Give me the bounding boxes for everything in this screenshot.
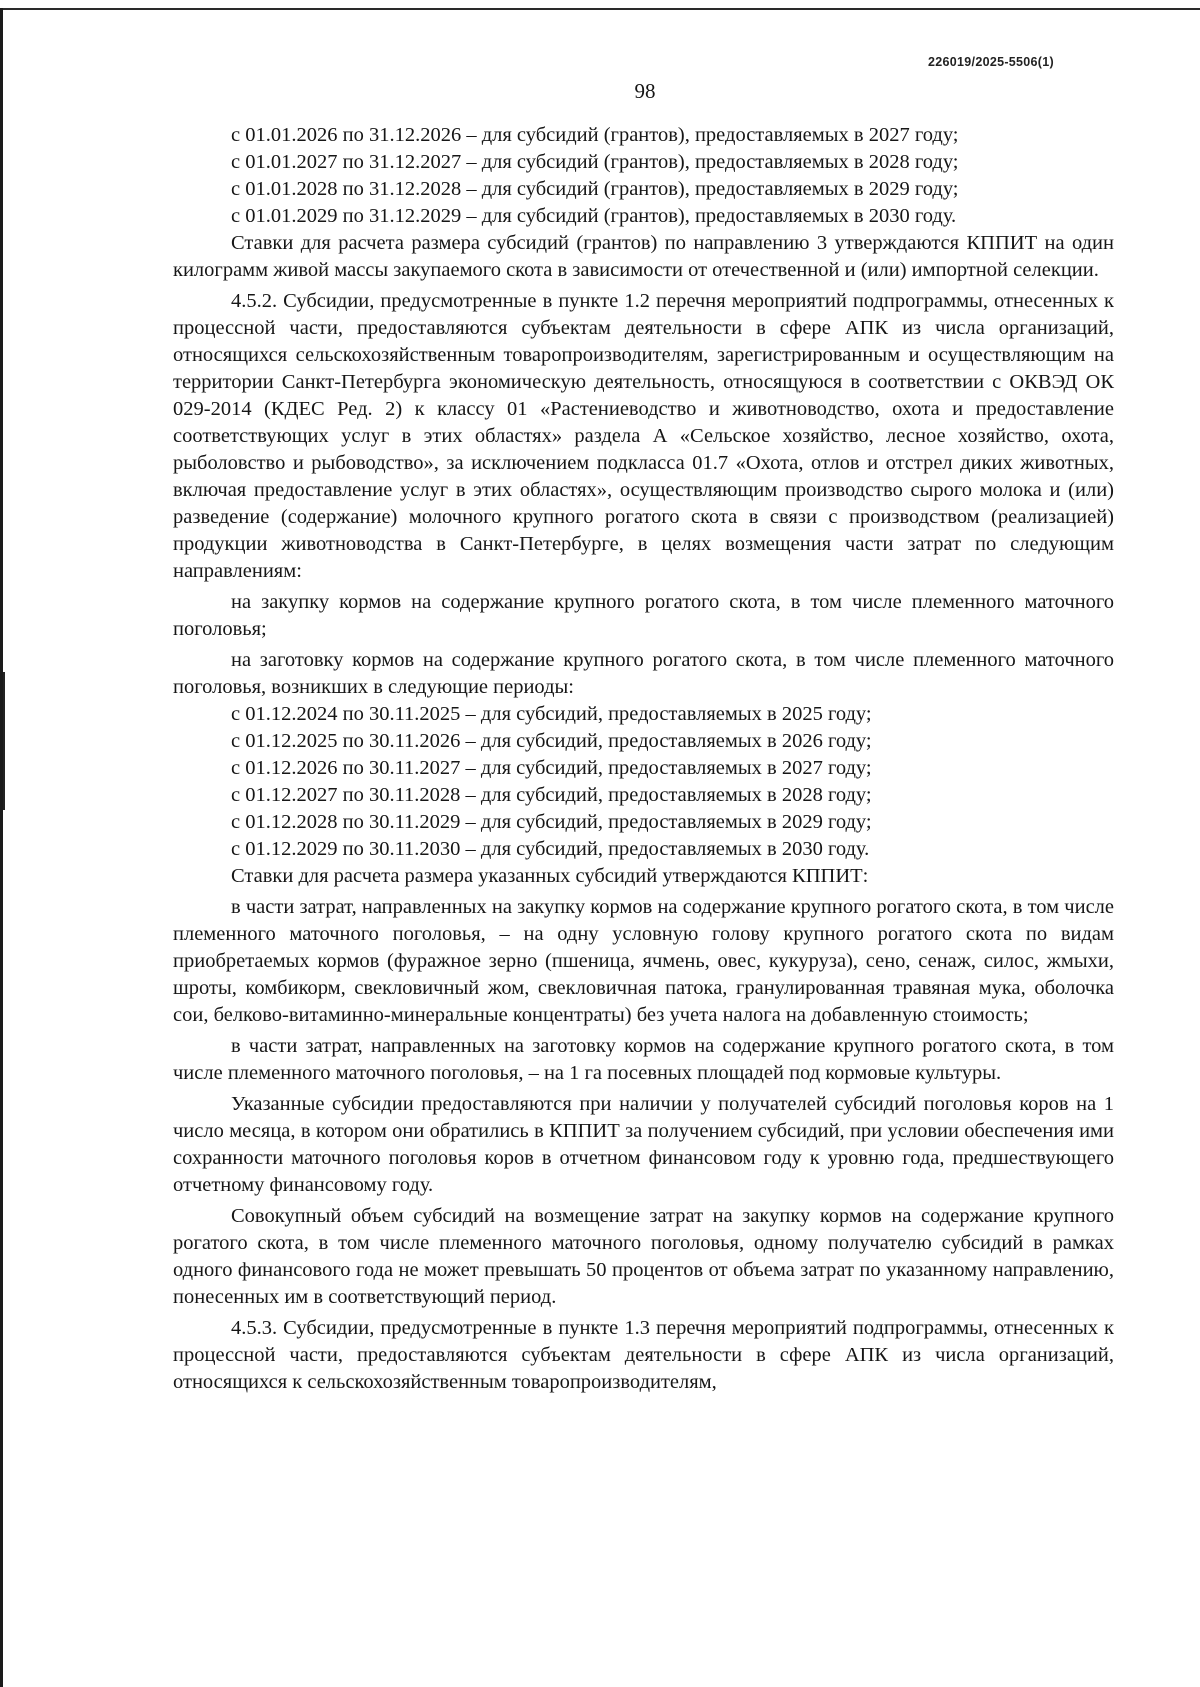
paragraph-feed-period-2027: с 01.12.2026 по 30.11.2027 – для субсидий, предоставляемых в 2027 году; (231, 757, 872, 779)
paragraph-rates-direction-3: Ставки для расчета размера субсидий (грантов) по направлению 3 утверждаются КППИТ на один килограмм живой массы закупаемого скота в зависимости от отечественной и (или) импортной селекции. (173, 232, 1114, 281)
document-body (173, 122, 1114, 1396)
paragraph-period-2028: с 01.01.2027 по 31.12.2027 – для субсидий (грантов), предоставляемых в 2028 году; (231, 151, 959, 173)
paragraph-feed-purchase: на закупку кормов на содержание крупного рогатого скота, в том числе племенного маточного поголовья; (173, 591, 1114, 640)
paragraph-purchase-costs: в части затрат, направленных на закупку кормов на содержание крупного рогатого скота, в том числе племенного маточного поголовья, – на одну условную голову крупного рогатого скота по видам приобретаемых кормов (фуражное зерно (пшеница, ячмень, овес, кукуруза), сено, сенаж, силос, жмыхи, шроты, комбикорм, свекловичный жом, свекловичная патока, гранулированная травяная мука, оболочка сои, белково-витаминно-минеральные концентраты) без учета налога на добавленную стоимость; (173, 896, 1114, 1026)
paragraph-feed-period-2026: с 01.12.2025 по 30.11.2026 – для субсидий, предоставляемых в 2026 году; (231, 730, 872, 752)
paragraph-feed-period-2030: с 01.12.2029 по 30.11.2030 – для субсидий, предоставляемых в 2030 году. (231, 838, 870, 860)
paragraph-4-5-2: 4.5.2. Субсидии, предусмотренные в пункте 1.2 перечня мероприятий подпрограммы, отнесенных к процессной части, предоставляются субъектам деятельности в сфере АПК из числа организаций, относящихся сельскохозяйственным товаропроизводителям, зарегистрированным и осуществляющим на территории Санкт-Петербурга экономическую деятельность, относящуюся в соответствии с ОКВЭД ОК 029-2014 (КДЕС Ред. 2) к классу 01 «Растениеводство и животноводство, охота и предоставление соответствующих услуг в этих областях» раздела А «Сельское хозяйство, лесное хозяйство, охота, рыболовство и рыбоводство», за исключением подкласса 01.7 «Охота, отлов и отстрел диких животных, включая предоставление услуг в этих областях», осуществляющим производство сырого молока и (или) разведение (содержание) молочного крупного рогатого скота в связи с производством (реализацией) продукции животноводства в Санкт-Петербурге, в целях возмещения части затрат по следующим направлениям: (173, 290, 1114, 582)
paragraph-period-2027: с 01.01.2026 по 31.12.2026 – для субсидий (грантов), предоставляемых в 2027 году; (231, 124, 959, 146)
paragraph-feed-period-2028: с 01.12.2027 по 30.11.2028 – для субсидий, предоставляемых в 2028 году; (231, 784, 872, 806)
document-number: 226019/2025-5506(1) (928, 55, 1054, 69)
paragraph-feed-harvest: на заготовку кормов на содержание крупного рогатого скота, в том числе племенного маточного поголовья, возникших в следующие периоды: (173, 649, 1114, 698)
paragraph-period-2029: с 01.01.2028 по 31.12.2028 – для субсидий (грантов), предоставляемых в 2029 году; (231, 178, 959, 200)
paragraph-rates-feed: Ставки для расчета размера указанных субсидий утверждаются КППИТ: (231, 865, 869, 887)
paragraph-feed-period-2029: с 01.12.2028 по 30.11.2029 – для субсидий, предоставляемых в 2029 году; (231, 811, 872, 833)
paragraph-feed-period-2025: с 01.12.2024 по 30.11.2025 – для субсидий, предоставляемых в 2025 году; (231, 703, 872, 725)
paragraph-4-5-3: 4.5.3. Субсидии, предусмотренные в пункте 1.3 перечня мероприятий подпрограммы, отнесенных к процессной части, предоставляются субъектам деятельности в сфере АПК из числа организаций, относящихся к сельскохозяйственным товаропроизводителям, (173, 1317, 1114, 1393)
page-number: 98 (634, 79, 656, 103)
scan-edge-mark (3, 672, 5, 810)
paragraph-harvest-costs: в части затрат, направленных на заготовку кормов на содержание крупного рогатого скота, в том числе племенного маточного поголовья, – на 1 га посевных площадей под кормовые культуры. (173, 1035, 1114, 1084)
paragraph-cow-headcount-condition: Указанные субсидии предоставляются при наличии у получателей субсидий поголовья коров на 1 число месяца, в котором они обратились в КППИТ за получением субсидий, при условии обеспечения ими сохранности маточного поголовья коров в отчетном финансовом году к уровню года, предшествующего отчетному финансовому году. (173, 1093, 1114, 1196)
scan-top-edge (0, 8, 1200, 10)
paragraph-subsidy-cap: Совокупный объем субсидий на возмещение затрат на закупку кормов на содержание крупного рогатого скота, в том числе племенного маточного поголовья, одному получателю субсидий в рамках одного финансового года не может превышать 50 процентов от объема затрат по указанному направлению, понесенных им в соответствующий период. (173, 1205, 1114, 1308)
scan-left-edge (0, 8, 3, 1687)
paragraph-period-2030: с 01.01.2029 по 31.12.2029 – для субсидий (грантов), предоставляемых в 2030 году. (231, 205, 957, 227)
